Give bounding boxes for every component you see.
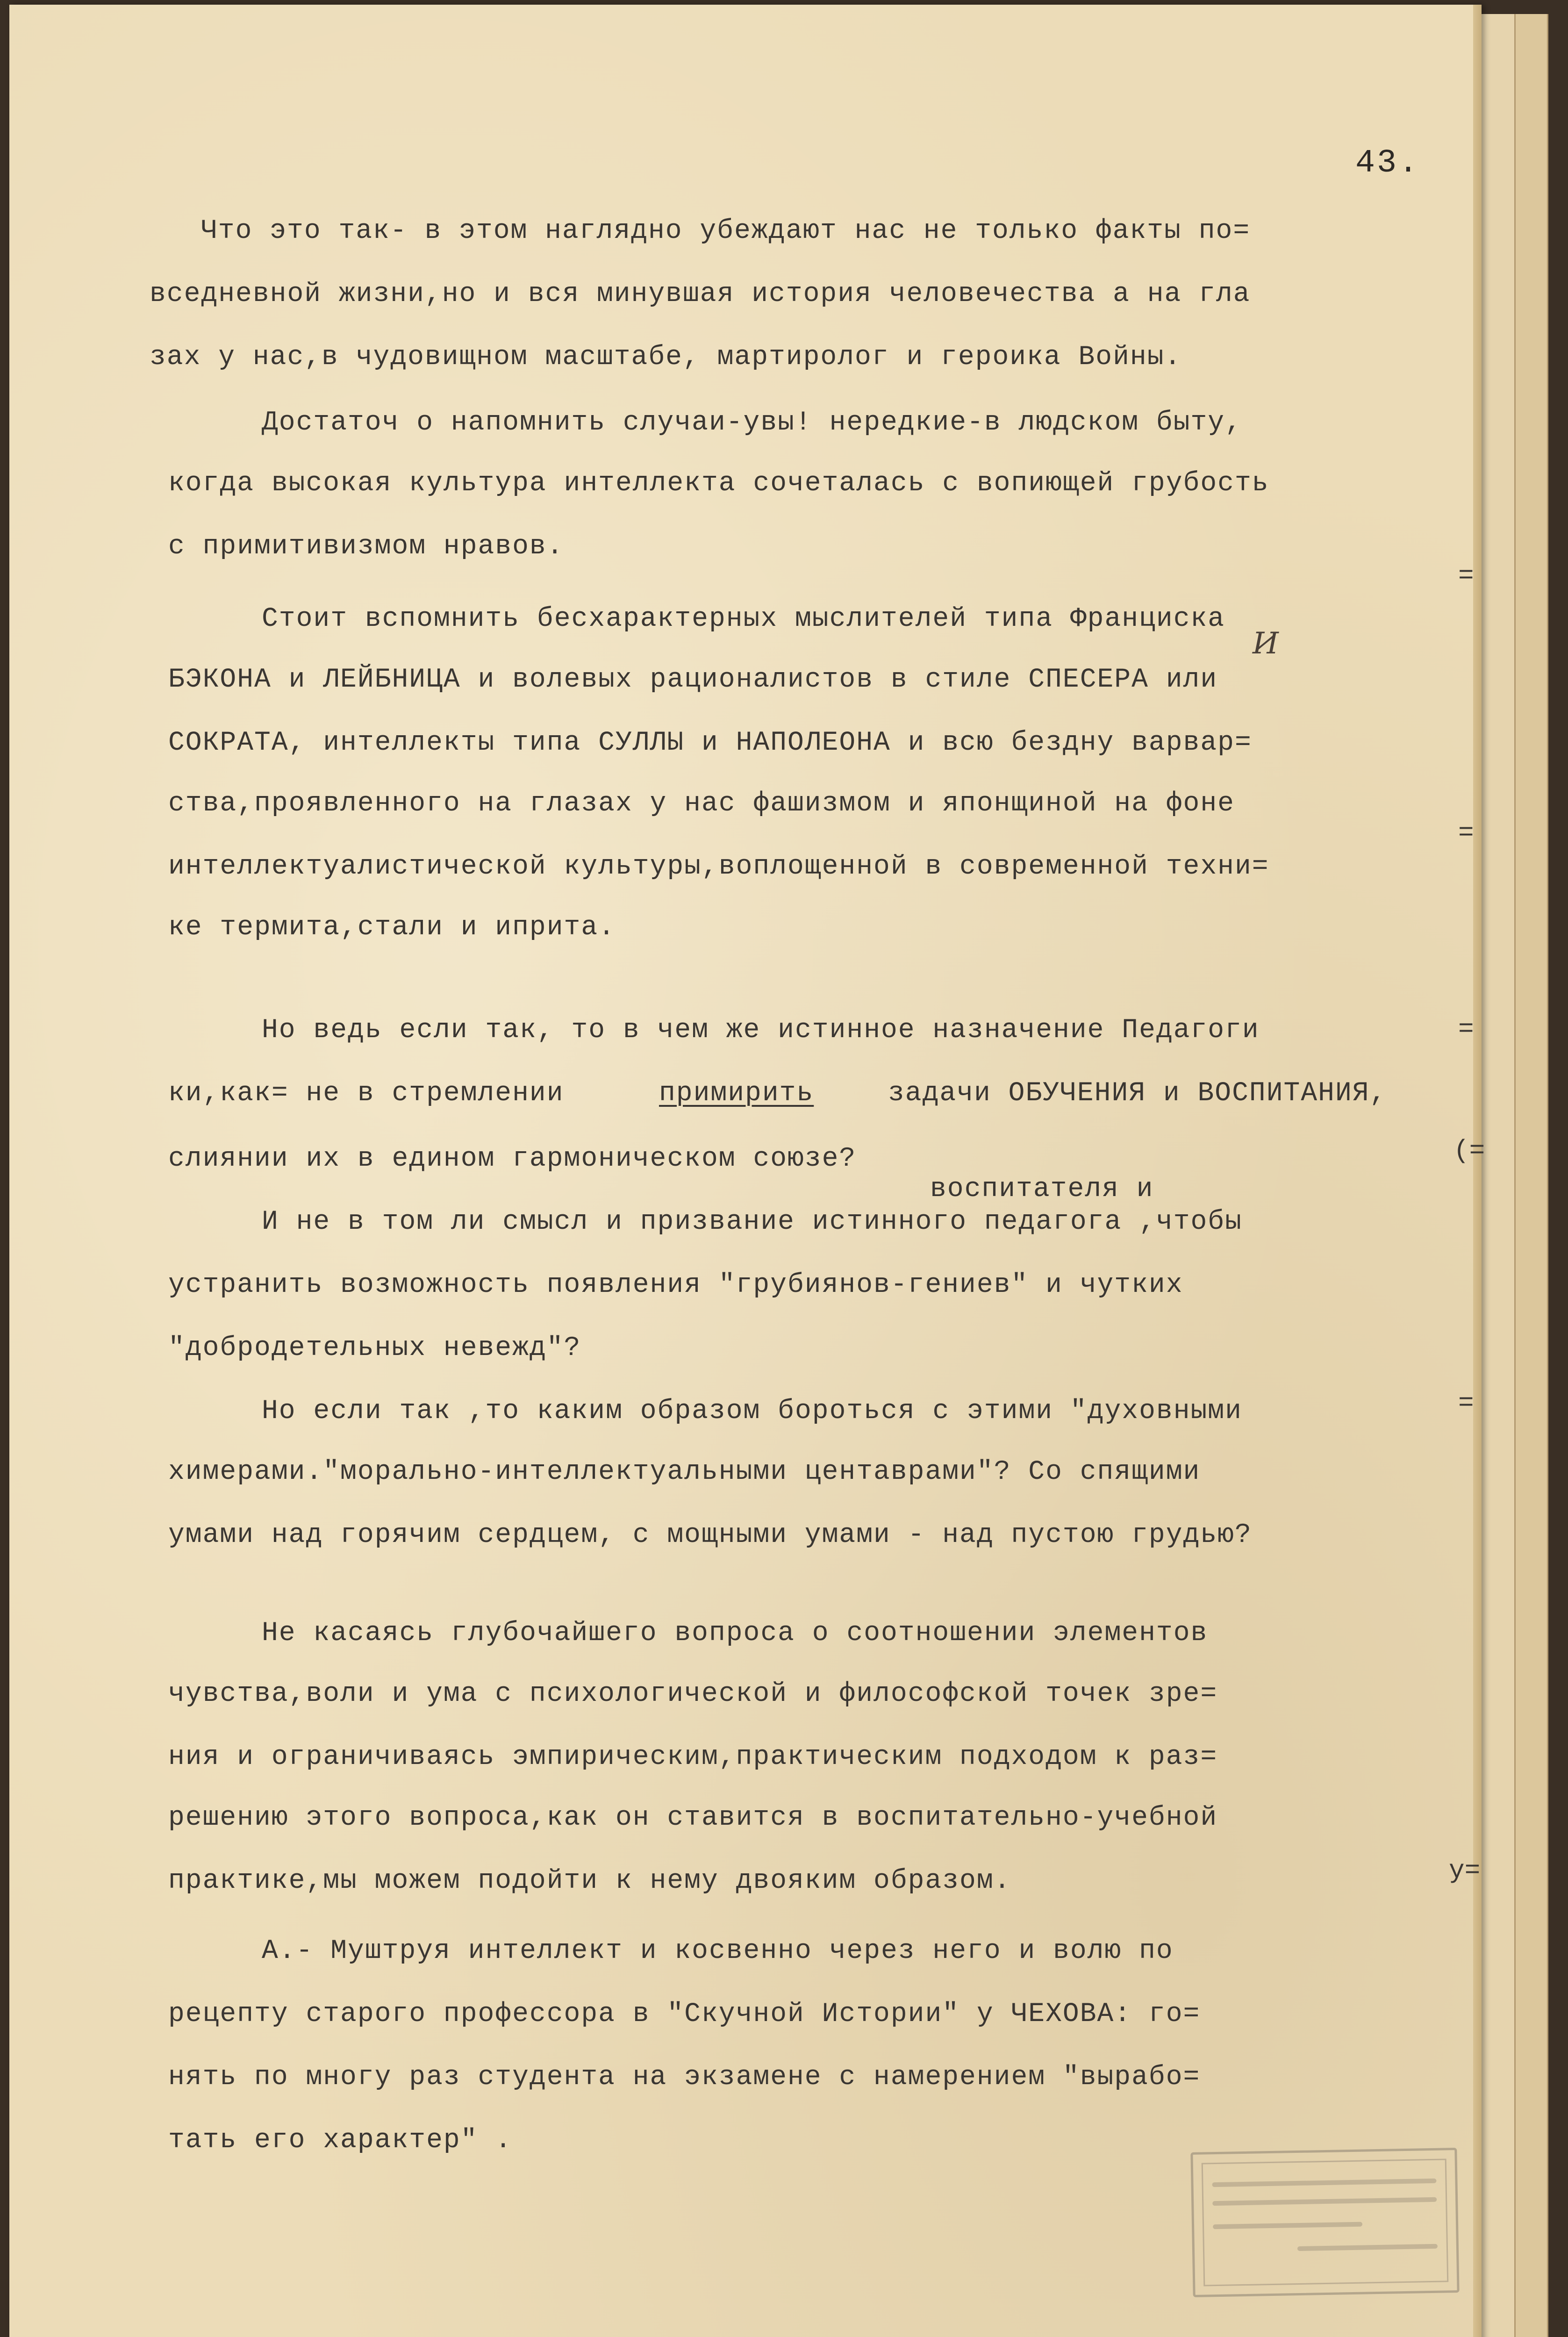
text-line: с примитивизмом нравов. xyxy=(168,531,564,562)
text-line: решению этого вопроса,как он ставится в воспитательно-учебной xyxy=(168,1803,1218,1833)
text-line: вседневной жизни,но и вся минувшая история человечества а на гла xyxy=(150,279,1251,309)
text-line: БЭКОНА и ЛЕЙБНИЦА и волевых рационалистов в стиле СПЕСЕРА или xyxy=(168,665,1218,695)
text-line: Но ведь если так, то в чем же истинное назначение Педагоги xyxy=(262,1015,1260,1046)
text-line: ства,проявленного на глазах у нас фашизмом и японщиной на фоне xyxy=(168,789,1235,819)
text-line: Достаточ о напомнить случаи-увы! нередкие-в людском быту, xyxy=(262,408,1242,438)
text-line: И не в том ли смысл и призвание истинного педагога ,чтобы xyxy=(262,1207,1242,1237)
text-line: рецепту старого профессора в "Скучной Истории" у ЧЕХОВА: го= xyxy=(168,1999,1201,2029)
text-line: Стоит вспомнить бесхарактерных мыслителей типа Франциска xyxy=(262,604,1225,634)
text-line: когда высокая культура интеллекта сочеталась с вопиющей грубость xyxy=(168,468,1269,499)
interlinear-insertion: воспитателя и xyxy=(930,1174,1154,1204)
text-line: Не касаясь глубочайшего вопроса о соотношении элементов xyxy=(262,1618,1208,1649)
text-line: СОКРАТА, интеллекты типа СУЛЛЫ и НАПОЛЕОНА и всю бездну варвар= xyxy=(168,728,1252,758)
text-line: задачи ОБУЧЕНИЯ и ВОСПИТАНИЯ, xyxy=(888,1078,1387,1109)
text-line: тать его характер" . xyxy=(168,2125,513,2156)
underlined-word: примирить xyxy=(659,1078,814,1109)
text-line: ния и ограничиваясь эмпирическим,практическим подходом к раз= xyxy=(168,1742,1218,1772)
text-line: Но если так ,то каким образом бороться с этими "духовными xyxy=(262,1396,1242,1427)
archive-stamp xyxy=(1190,2148,1459,2297)
text-line: интеллектуалистической культуры,воплощенной в современной техни= xyxy=(168,852,1269,882)
document-page xyxy=(9,5,1485,2337)
page-number: 43. xyxy=(1355,145,1420,182)
text-line: Что это так- в этом наглядно убеждают нас не только факты по= xyxy=(201,216,1251,246)
margin-mark: у= xyxy=(1449,1856,1481,1885)
typed-text xyxy=(9,5,1482,2337)
text-line: чувства,воли и ума с психологической и философской точек зре= xyxy=(168,1679,1218,1709)
text-line: умами над горячим сердцем, с мощными умами - над пустою грудью? xyxy=(168,1520,1252,1550)
margin-mark: (= xyxy=(1453,1136,1485,1166)
text-line: устранить возможность появления "грубиянов-гениев" и чутких xyxy=(168,1270,1183,1300)
text-line: А.- Муштруя интеллект и косвенно через него и волю по xyxy=(262,1936,1174,1966)
text-line: "добродетельных невежд"? xyxy=(168,1333,581,1363)
margin-mark: = xyxy=(1458,1388,1474,1418)
text-line: ки,как= не в стремлении xyxy=(168,1078,564,1109)
text-line: практике,мы можем подойти к нему двояким образом. xyxy=(168,1866,1011,1896)
text-line: зах у нас,в чудовищном масштабе, мартиролог и героика Войны. xyxy=(150,342,1182,373)
text-line: ке термита,стали и иприта. xyxy=(168,912,616,943)
text-line: слиянии их в едином гармоническом союзе? xyxy=(168,1144,857,1174)
text-line: нять по многу раз студента на экзамене с намерением "вырабо= xyxy=(168,2062,1201,2093)
margin-mark: = xyxy=(1458,561,1474,591)
margin-mark: = xyxy=(1458,1014,1474,1044)
handwritten-correction: И xyxy=(1253,626,1279,661)
margin-mark: = xyxy=(1458,818,1474,848)
text-line: химерами."морально-интеллектуальными центаврами"? Со спящими xyxy=(168,1457,1201,1487)
